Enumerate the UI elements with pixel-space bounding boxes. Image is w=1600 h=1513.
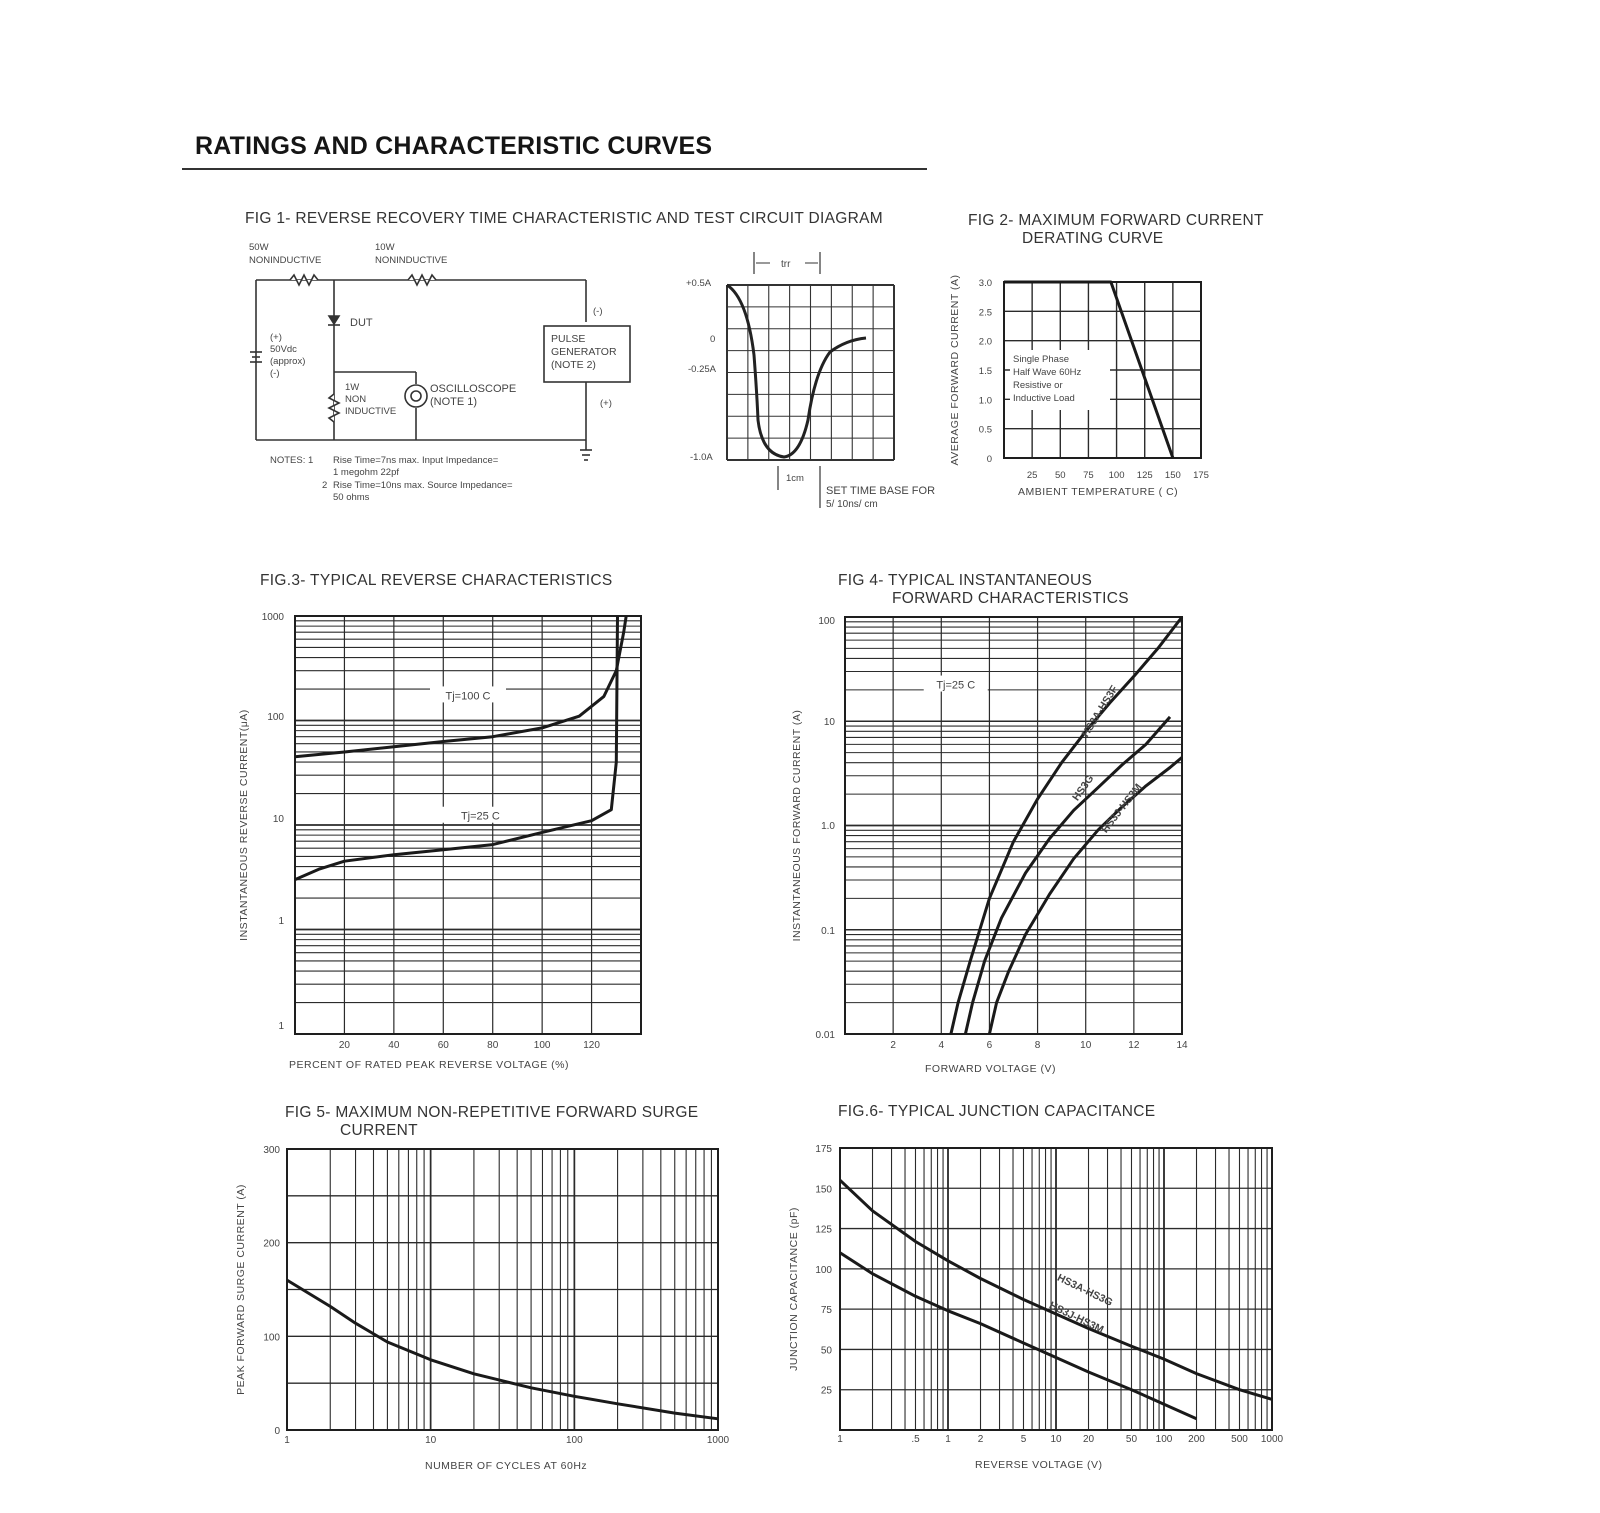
y-tick-label: 2.0 bbox=[978, 336, 992, 348]
fig4-chart bbox=[791, 616, 1188, 1075]
y-tick-label: 100 bbox=[818, 616, 835, 627]
fig2-annotation-line: Single Phase bbox=[1013, 354, 1069, 365]
fig4-series-label: HS3J-HS3M bbox=[1098, 781, 1145, 836]
fig4-title-line2: FORWARD CHARACTERISTICS bbox=[892, 590, 1129, 607]
note1-a: Rise Time=7ns max. Input Impedance= bbox=[333, 455, 499, 466]
fig3-x-axis-label: PERCENT OF RATED PEAK REVERSE VOLTAGE (%) bbox=[289, 1059, 569, 1071]
x-tick-label: 100 bbox=[1155, 1434, 1173, 1445]
fig6-series-line-1 bbox=[840, 1253, 1197, 1419]
fig2-annotation-line: Half Wave 60Hz bbox=[1013, 367, 1082, 378]
x-tick-label: 1000 bbox=[706, 1435, 730, 1446]
y-tick-label: 1 bbox=[278, 1021, 284, 1032]
fig2-y-axis-label: AVERAGE FORWARD CURRENT (A) bbox=[949, 274, 961, 466]
x-tick-label: 1 bbox=[837, 1434, 843, 1445]
x-tick-label: .5 bbox=[911, 1434, 920, 1445]
x-tick-label: 40 bbox=[388, 1040, 400, 1051]
x-tick-label: 2 bbox=[890, 1040, 896, 1051]
y-tick-label: 10 bbox=[272, 814, 284, 825]
x-tick-label: 200 bbox=[1188, 1434, 1205, 1445]
resistor-1w bbox=[329, 394, 339, 422]
oscilloscope-icon-inner bbox=[411, 391, 421, 401]
fig3-series-label: Tj=25 C bbox=[460, 810, 500, 823]
x-tick-label: 4 bbox=[938, 1040, 945, 1051]
osc-label-a: OSCILLOSCOPE bbox=[430, 383, 517, 395]
fig5-title-line2: CURRENT bbox=[340, 1122, 418, 1139]
x-tick-label: 5 bbox=[1020, 1434, 1027, 1445]
dut-diode-icon bbox=[329, 316, 339, 324]
source-minus: (-) bbox=[270, 368, 280, 379]
x-tick-label: 8 bbox=[1034, 1040, 1041, 1051]
timebase-label-a: SET TIME BASE FOR bbox=[826, 485, 936, 497]
source-plus: (+) bbox=[270, 332, 282, 343]
y-tick-label: 25 bbox=[820, 1385, 832, 1397]
y-tick-label: 175 bbox=[815, 1144, 832, 1155]
x-tick-label: 125 bbox=[1136, 470, 1153, 481]
y-tick-label: 2.5 bbox=[978, 307, 992, 319]
fig6-y-axis-label: JUNCTION CAPACITANCE (pF) bbox=[788, 1207, 800, 1371]
y-tick-label: 125 bbox=[815, 1224, 832, 1236]
y-tick-label: 1.0 bbox=[821, 821, 835, 832]
oscilloscope-icon bbox=[405, 385, 427, 407]
x-tick-label: 2 bbox=[977, 1434, 984, 1445]
osc-label-b: (NOTE 1) bbox=[430, 396, 478, 408]
timebase-label-b: 5/ 10ns/ cm bbox=[826, 499, 878, 510]
fig3-y-axis-label: INSTANTANEOUS REVERSE CURRENT(μA) bbox=[238, 709, 250, 941]
y-tick-label: 0.1 bbox=[821, 926, 835, 937]
x-tick-label: 1 bbox=[284, 1435, 290, 1446]
trr-label: trr bbox=[781, 259, 791, 270]
x-tick-label: 100 bbox=[533, 1040, 551, 1051]
r2-type: NONINDUCTIVE bbox=[375, 255, 448, 266]
x-tick-label: 50 bbox=[1125, 1434, 1138, 1445]
dut-label: DUT bbox=[350, 317, 373, 329]
x-tick-label: 10 bbox=[1080, 1040, 1092, 1051]
x-tick-label: 75 bbox=[1083, 470, 1094, 481]
fig6-title: FIG.6- TYPICAL JUNCTION CAPACITANCE bbox=[838, 1103, 1156, 1120]
fig2-title-line2: DERATING CURVE bbox=[1022, 230, 1164, 247]
cm-label: 1cm bbox=[786, 473, 804, 484]
r3-value: 1W bbox=[345, 382, 360, 393]
fig2-x-axis-label: AMBIENT TEMPERATURE ( C) bbox=[1018, 486, 1179, 498]
y-tick-label: 1 bbox=[278, 916, 284, 927]
fig2-annotation bbox=[1010, 350, 1110, 410]
r3-type-a: NON bbox=[345, 394, 367, 405]
x-tick-label: 175 bbox=[1193, 470, 1209, 481]
pulse-label-c: (NOTE 2) bbox=[551, 359, 596, 371]
x-tick-label: 6 bbox=[986, 1040, 993, 1051]
x-tick-label: 12 bbox=[1128, 1040, 1140, 1051]
y-tick-label: 100 bbox=[815, 1264, 832, 1276]
source-value: 50Vdc bbox=[270, 344, 297, 355]
fig4-title-line1: FIG 4- TYPICAL INSTANTANEOUS bbox=[838, 572, 1093, 589]
page-title: RATINGS AND CHARACTERISTIC CURVES bbox=[195, 132, 713, 160]
y-tick-label: 10 bbox=[823, 717, 835, 728]
fig3-series-line-1 bbox=[295, 616, 618, 880]
x-tick-label: 10 bbox=[425, 1435, 437, 1446]
y-tick-label: 300 bbox=[263, 1145, 280, 1156]
pulse-label-a: PULSE bbox=[551, 333, 586, 345]
gen-plus: (+) bbox=[600, 398, 612, 409]
source-note: (approx) bbox=[270, 356, 306, 367]
fig5-y-axis-label: PEAK FORWARD SURGE CURRENT (A) bbox=[235, 1184, 247, 1395]
y-tick-label: 0.01 bbox=[815, 1030, 835, 1041]
fig1-title: FIG 1- REVERSE RECOVERY TIME CHARACTERISTIC AND TEST CIRCUIT DIAGRAM bbox=[245, 210, 883, 227]
fig2-title-line1: FIG 2- MAXIMUM FORWARD CURRENT bbox=[968, 212, 1264, 229]
x-tick-label: 100 bbox=[1108, 470, 1125, 481]
x-tick-label: 120 bbox=[583, 1040, 600, 1051]
x-tick-label: 1 bbox=[945, 1434, 951, 1445]
r1-value: 50W bbox=[249, 242, 269, 253]
fig6-series-label: HS3A-HS3G bbox=[1055, 1271, 1115, 1309]
wave-label-minus025: -0.25A bbox=[688, 364, 716, 375]
wave-label-zero: 0 bbox=[710, 334, 716, 345]
r1-type: NONINDUCTIVE bbox=[249, 255, 322, 266]
note2-label: 2 bbox=[322, 480, 328, 491]
gen-minus: (-) bbox=[593, 306, 603, 317]
x-tick-label: 500 bbox=[1231, 1434, 1248, 1445]
y-tick-label: 75 bbox=[820, 1305, 832, 1317]
r2-value: 10W bbox=[375, 242, 395, 253]
fig5-title-line1: FIG 5- MAXIMUM NON-REPETITIVE FORWARD SURGE bbox=[285, 1104, 699, 1121]
fig4-series-label: HS3G bbox=[1070, 772, 1097, 804]
x-tick-label: 25 bbox=[1026, 470, 1038, 481]
x-tick-label: 14 bbox=[1176, 1040, 1188, 1051]
y-tick-label: 50 bbox=[820, 1345, 832, 1357]
fig4-x-axis-label: FORWARD VOLTAGE (V) bbox=[925, 1063, 1057, 1075]
x-tick-label: 20 bbox=[338, 1040, 350, 1051]
fig5-series-line-0 bbox=[287, 1280, 718, 1419]
resistor-10w bbox=[408, 275, 436, 285]
fig3-series-label: Tj=100 C bbox=[445, 690, 491, 703]
y-tick-label: 1.0 bbox=[978, 395, 992, 407]
x-tick-label: 80 bbox=[487, 1040, 499, 1051]
fig2-annotation-line: Resistive or bbox=[1013, 380, 1063, 391]
fig6-chart bbox=[788, 1144, 1284, 1471]
y-tick-label: 0 bbox=[986, 454, 992, 465]
notes-label: NOTES: 1 bbox=[270, 455, 314, 466]
y-tick-label: 100 bbox=[263, 1332, 280, 1344]
wave-label-plus05: +0.5A bbox=[686, 278, 712, 289]
x-tick-label: 1000 bbox=[1260, 1434, 1284, 1445]
fig6-x-axis-label: REVERSE VOLTAGE (V) bbox=[975, 1459, 1103, 1471]
y-tick-label: 1000 bbox=[261, 612, 284, 623]
fig4-y-axis-label: INSTANTANEOUS FORWARD CURRENT (A) bbox=[791, 709, 803, 942]
x-tick-label: 100 bbox=[565, 1435, 583, 1446]
waveform-grid bbox=[727, 285, 894, 460]
y-tick-label: 0.5 bbox=[978, 424, 992, 436]
fig5-x-axis-label: NUMBER OF CYCLES AT 60Hz bbox=[425, 1460, 588, 1472]
fig3-title: FIG.3- TYPICAL REVERSE CHARACTERISTICS bbox=[260, 572, 613, 589]
note1-b: 1 megohm 22pf bbox=[333, 467, 400, 478]
x-tick-label: 20 bbox=[1082, 1434, 1095, 1445]
y-tick-label: 3.0 bbox=[978, 278, 992, 289]
fig2-annotation-line: Inductive Load bbox=[1013, 393, 1075, 404]
fig6-series-label: HS3J-HS3M bbox=[1047, 1299, 1106, 1337]
resistor-50w bbox=[290, 275, 318, 285]
x-tick-label: 60 bbox=[437, 1040, 449, 1051]
x-tick-label: 150 bbox=[1164, 470, 1181, 481]
wave-label-minus1: -1.0A bbox=[690, 452, 713, 463]
fig4-annotation: Tj=25 C bbox=[936, 679, 976, 692]
y-tick-label: 1.5 bbox=[978, 366, 992, 377]
pulse-label-b: GENERATOR bbox=[551, 346, 617, 358]
x-tick-label: 50 bbox=[1054, 470, 1066, 481]
fig3-chart bbox=[238, 612, 641, 1071]
note2-a: Rise Time=10ns max. Source Impedance= bbox=[333, 480, 513, 491]
note2-b: 50 ohms bbox=[333, 492, 370, 503]
y-tick-label: 200 bbox=[263, 1238, 280, 1250]
y-tick-label: 100 bbox=[267, 712, 284, 723]
r3-type-b: INDUCTIVE bbox=[345, 406, 397, 417]
fig4-series-label: HS3A-HS3F bbox=[1079, 683, 1121, 740]
fig1-waveform bbox=[686, 252, 935, 510]
fig4-series-line-1 bbox=[965, 717, 1170, 1034]
fig5-chart bbox=[235, 1145, 730, 1472]
y-tick-label: 150 bbox=[815, 1184, 832, 1196]
y-tick-label: 0 bbox=[274, 1426, 280, 1437]
x-tick-label: 10 bbox=[1050, 1434, 1062, 1445]
